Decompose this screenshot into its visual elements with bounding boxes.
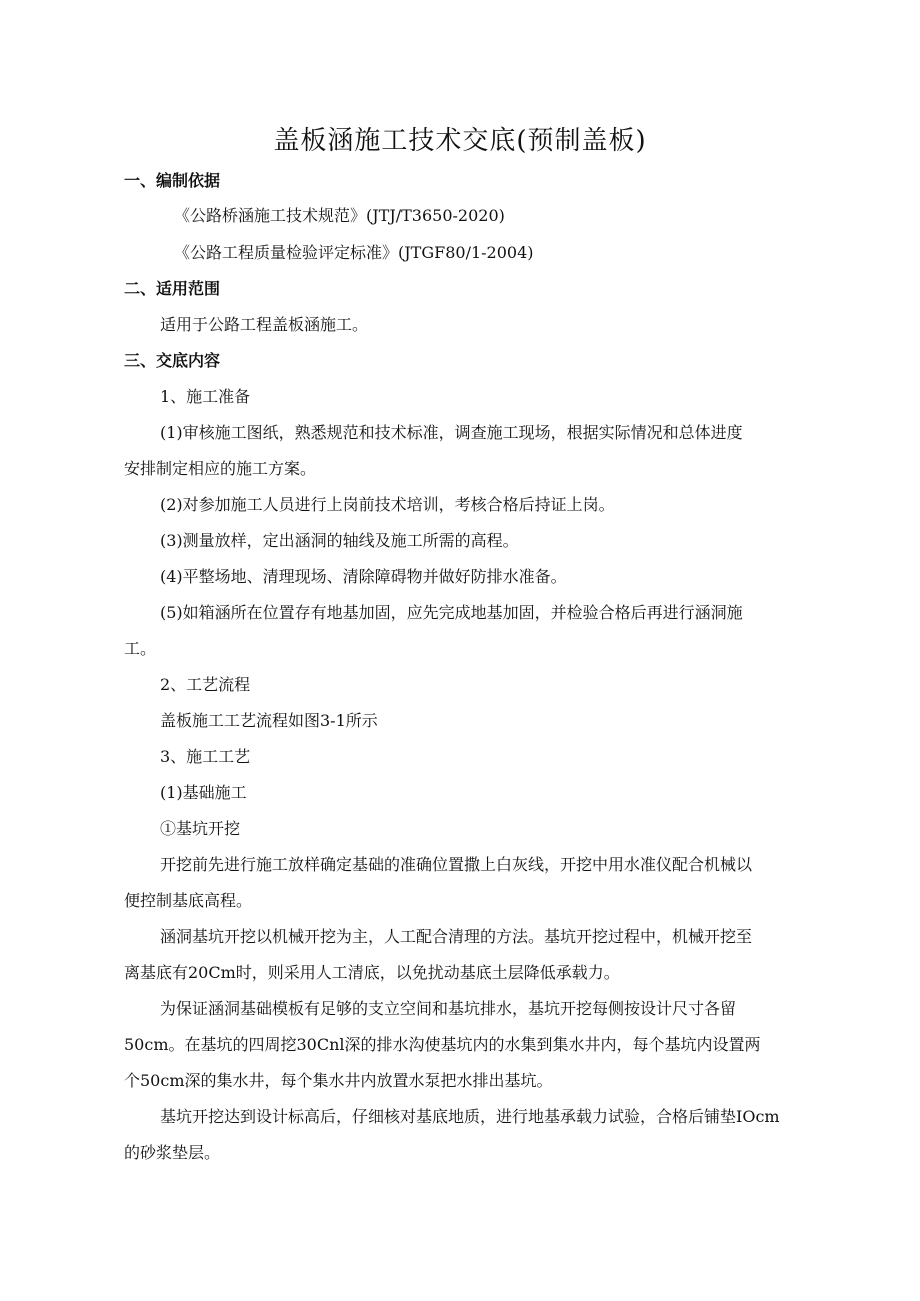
prep-item-line: (4)平整场地、清理现场、清除障碍物并做好防排水准备。	[160, 567, 567, 586]
section-heading-content: 三、交底内容	[124, 351, 221, 370]
section-heading-scope: 二、适用范围	[124, 279, 221, 298]
subsection-label: 1、施工准备	[160, 387, 251, 406]
paragraph-line: 为保证涵洞基础模板有足够的支立空间和基坑排水，基坑开挖每侧按设计尺寸各留	[160, 999, 737, 1018]
reference-line: 《公路工程质量检验评定标准》(JTGF80/1-2004)	[174, 243, 534, 262]
paragraph-line: 个50cm深的集水井，每个集水井内放置水泵把水排出基坑。	[124, 1071, 553, 1090]
subsection-label: 2、工艺流程	[160, 675, 251, 694]
document-title: 盖板涵施工技术交底(预制盖板)	[273, 126, 647, 156]
section-heading-basis: 一、编制依据	[124, 171, 221, 190]
paragraph-line: 基坑开挖达到设计标高后，仔细核对基底地质，进行地基承载力试验，合格后铺垫IOcm	[160, 1107, 780, 1126]
subsection-label: 3、施工工艺	[160, 747, 251, 766]
prep-item-line: (1)审核施工图纸，熟悉规范和技术标准，调查施工现场，根据实际情况和总体进度	[160, 423, 743, 442]
paragraph-line: 便控制基底高程。	[124, 891, 253, 910]
prep-item-line: (3)测量放样，定出涵洞的轴线及施工所需的高程。	[160, 531, 519, 550]
paragraph-line: 的砂浆垫层。	[124, 1143, 221, 1162]
paragraph-line: 开挖前先进行施工放样确定基础的准确位置撒上白灰线，开挖中用水准仪配合机械以	[160, 855, 753, 874]
paragraph-line: 离基底有20Cm时，则采用人工清底，以免扰动基底土层降低承载力。	[124, 963, 620, 982]
paragraph-line: 50cm。在基坑的四周挖30Cnl深的排水沟使基坑内的水集到集水井内，每个基坑内设置两	[124, 1035, 761, 1054]
process-text: 盖板施工工艺流程如图3-1所示	[160, 711, 378, 730]
paragraph-line: 涵洞基坑开挖以机械开挖为主，人工配合清理的方法。基坑开挖过程中，机械开挖至	[160, 927, 753, 946]
prep-item-line: 安排制定相应的施工方案。	[124, 459, 317, 478]
prep-item-line: 工。	[124, 639, 157, 658]
prep-item-line: (2)对参加施工人员进行上岗前技术培训，考核合格后持证上岗。	[160, 495, 615, 514]
scope-text: 适用于公路工程盖板涵施工。	[160, 315, 369, 334]
item-label: (1)基础施工	[160, 783, 247, 802]
prep-item-line: (5)如箱涵所在位置存有地基加固，应先完成地基加固，并检验合格后再进行涵洞施	[160, 603, 743, 622]
reference-line: 《公路桥涵施工技术规范》(JTJ/T3650-2020)	[174, 206, 505, 225]
item-label: ①基坑开挖	[160, 819, 241, 838]
